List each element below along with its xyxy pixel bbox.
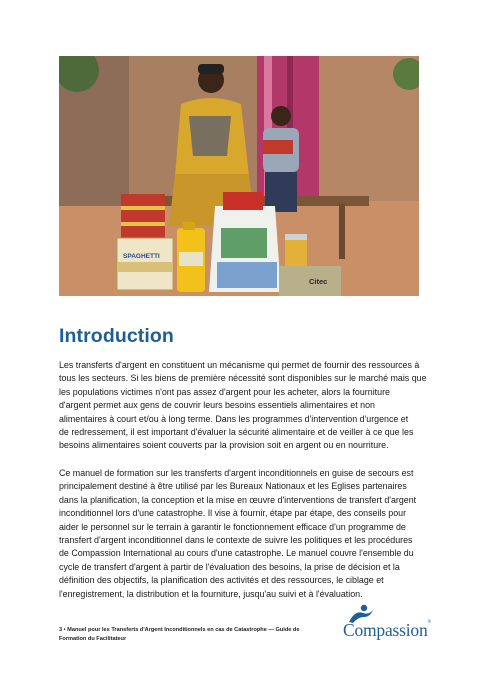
photo-bench-leg [339, 204, 345, 259]
photo-spaghetti-label: SPAGHETTI [123, 253, 160, 260]
text-line: inconditionnel lors d'une catastrophe. Il vise à fournir, étape par étape, des conseils pour [59, 508, 407, 519]
text-line: d'argent permet aux gens de couvrir leurs besoins essentiels alimentaires et non [59, 400, 375, 411]
photo-tin-lid [285, 234, 307, 240]
text-line: de Compassion International au cours d'une catastrophe. Le manuel couvre l'ensemble du [59, 548, 414, 559]
photo-oil-jug-label [179, 252, 203, 266]
photo-woman-pattern [189, 116, 231, 156]
cover-photo [59, 56, 419, 296]
compassion-logo [343, 606, 443, 646]
photo-pasta-band [121, 222, 165, 226]
text-line: transfert d'argent inconditionnel dans le contexte de suivre les politiques et les procédures [59, 535, 413, 546]
photo-rice-sack-print [221, 228, 267, 258]
photo-rice-sack-print [217, 262, 277, 288]
logo-registered-mark: ® [427, 620, 432, 625]
logo-wordmark-text: Compassion [343, 620, 428, 640]
text-line: définition des objectifs, la planification des activités et des ressources, le ciblage et [59, 575, 384, 586]
photo-child-head [271, 106, 291, 126]
footer-line: Formation du Facilitateur [59, 636, 127, 642]
photo-child-packet [263, 140, 293, 154]
photo-oil-jug-cap [183, 222, 195, 230]
text-line: l'enregistrement, la distribution et la fourniture, jusqu'au suivi et à l'évaluation. [59, 588, 363, 599]
page-title: Introduction [59, 325, 174, 347]
photo-pasta-stack [121, 194, 165, 242]
text-line: besoins alimentaires soient couverts par la provision soit en argent ou en nourriture. [59, 440, 389, 451]
logo-wordmark [343, 620, 431, 641]
text-line: les populations victimes n'ont pas assez d'argent pour les acheter, alors la fourniture [59, 386, 390, 397]
photo-spaghetti-box-band [117, 262, 173, 272]
photo-packets [223, 192, 263, 210]
intro-paragraph-1 [59, 359, 431, 453]
photo-illustration [59, 56, 419, 296]
photo-pasta-band [121, 206, 165, 210]
text-line: alimentaires à court et/ou à long terme. Dans les programmes d'intervention d'urgence et [59, 413, 409, 424]
text-line: Les transferts d'argent en constituent un mécanisme qui permet de fournir des ressources à [59, 360, 420, 370]
text-line: cycle de transfert d'argent à partir de l'évaluation des besoins, la prise de décision et la [59, 561, 400, 572]
intro-paragraph-2 [59, 467, 431, 601]
page-footer [59, 626, 339, 644]
text-line: aider le personnel sur le terrain à garantir le fonctionnement efficace d'un programme de [59, 521, 406, 532]
photo-citec-label: Citec [309, 277, 328, 286]
text-line: dans la planification, la conception et la mise en œuvre d'interventions de transfert d'argent [59, 494, 417, 505]
text-line: Ce manuel de formation sur les transferts d'argent inconditionnels en guise de secours est [59, 468, 414, 478]
text-line: de redressement, il est important d'évaluer la sécurité alimentaire et de veiller à ce que les [59, 427, 414, 438]
text-line: principalement destiné à être utilisé par les Bureaux Nationaux et les Eglises partenaires [59, 481, 407, 492]
photo-woman-headwrap [198, 64, 224, 74]
text-line: tous les secteurs. Si les biens de première nécessité sont disponibles sur le marché mais que [59, 373, 427, 384]
footer-line: 3 • Manuel pour les Transferts d'Argent Inconditionnels en cas de Catastrophe — Guide de [59, 627, 300, 633]
